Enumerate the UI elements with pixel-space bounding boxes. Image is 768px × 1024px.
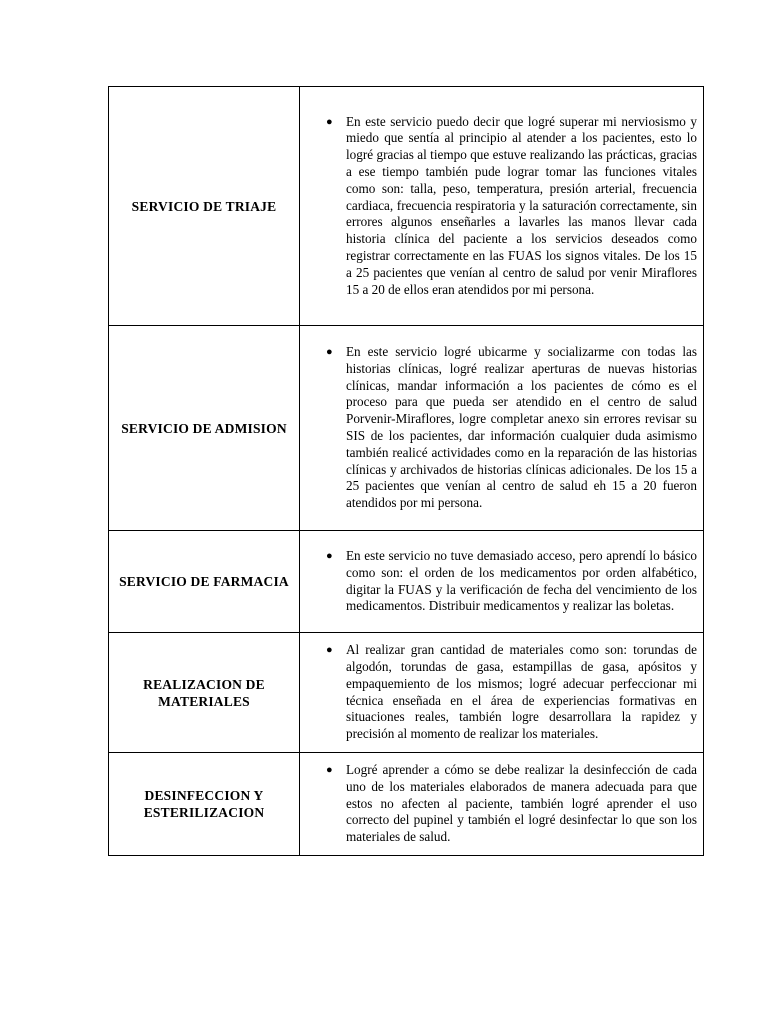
service-description-cell — [300, 326, 704, 531]
bullet-icon: ● — [326, 764, 333, 776]
service-description: Logré aprender a cómo se debe realizar la desinfección de cada uno de los materiales elaborados de manera adecuada para que estos no afecten al paciente, también logré aprender el uso correcto del pupinel y también el logré desinfectar lo que son los materiales de salud. — [346, 762, 697, 845]
service-name-cell — [109, 633, 300, 753]
description-list — [300, 546, 703, 617]
service-name: SERVICIO DE ADMISION — [121, 420, 287, 436]
service-description: En este servicio puedo decir que logré superar mi nerviosismo y miedo que sentía al principio al atender a los pacientes, esto lo logré gracias al tiempo que estuve realizando las prácticas, gracias a ese tiempo también pude lograr tomar las funciones vitales como son: talla, peso, temperatura, presión arterial, frecuencia cardiaca, frecuencia respiratoria y la saturación correctamente, sin errores algunos enseñarles a lavarles las manos llevar cada historia clínica del paciente a los servicios deseados como registrar correctamente en las FUAS los signos vitales. De los 15 a 25 pacientes que venían al centro de salud por venir Miraflores 15 a 20 de ellos eran atendidos por mi persona. — [346, 113, 697, 297]
services-table — [108, 86, 704, 856]
service-description-cell — [300, 753, 704, 856]
table-row — [109, 633, 704, 753]
bullet-icon: ● — [326, 346, 333, 359]
service-name: SERVICIO DE TRIAJE — [131, 198, 277, 214]
list-item — [326, 762, 697, 846]
service-name-cell — [109, 753, 300, 856]
service-description: En este servicio no tuve demasiado acceso, pero aprendí lo básico como son: el orden de los medicamentos por orden alfabético, digitar la FUAS y la verificación de fecha del vencimiento de los medicamentos. Distribuir medicamentos y realizar las boletas. — [346, 547, 697, 614]
service-name: DESINFECCION Y ESTERILIZACION — [143, 788, 265, 820]
table-row — [109, 753, 704, 856]
list-item — [326, 114, 697, 299]
service-name: SERVICIO DE FARMACIA — [119, 574, 289, 589]
table-row — [109, 326, 704, 531]
description-list — [300, 760, 703, 848]
description-list — [300, 342, 703, 514]
service-description: En este servicio logré ubicarme y socializarme con todas las historias clínicas, logré realizar aperturas de nuevas historias clínicas, mandar información a los pacientes de cómo es el proceso para que pueda ser atendido en el centro de salud Porvenir-Miraflores, logre completar anexo sin errores revisar su SIS de los pacientes, dar información cualquier duda asimismo también realicé actividades como en la reparación de las historias clínicas y archivados de historias clínicas adicionales. De los 15 a 25 pacientes que venían al centro de salud eh 15 a 20 fueron atendidos por mi persona. — [346, 344, 697, 511]
description-list — [300, 640, 703, 745]
description-list — [300, 112, 703, 301]
service-description-cell — [300, 633, 704, 753]
list-item — [326, 344, 697, 512]
service-name-cell — [109, 531, 300, 633]
service-description-cell — [300, 531, 704, 633]
service-description-cell — [300, 87, 704, 326]
service-name-cell — [109, 87, 300, 326]
bullet-icon: ● — [326, 549, 333, 562]
service-description: Al realizar gran cantidad de materiales como son: torundas de algodón, torundas de gasa, estampillas de gasa, apósitos y empaquemiento de los mismos; logré adecuar perfeccionar mi técnica enseñada en el área de experiencias formativas en situaciones reales, también logre desarrollara la rapidez y precisión al momento de realizar los materiales. — [346, 642, 697, 742]
table-row — [109, 87, 704, 326]
bullet-icon: ● — [326, 115, 333, 128]
service-name: REALIZACION DE MATERIALES — [143, 676, 265, 709]
service-name-cell — [109, 326, 300, 531]
bullet-icon: ● — [326, 644, 333, 657]
list-item — [326, 548, 697, 615]
table-row — [109, 531, 704, 633]
list-item — [326, 642, 697, 743]
